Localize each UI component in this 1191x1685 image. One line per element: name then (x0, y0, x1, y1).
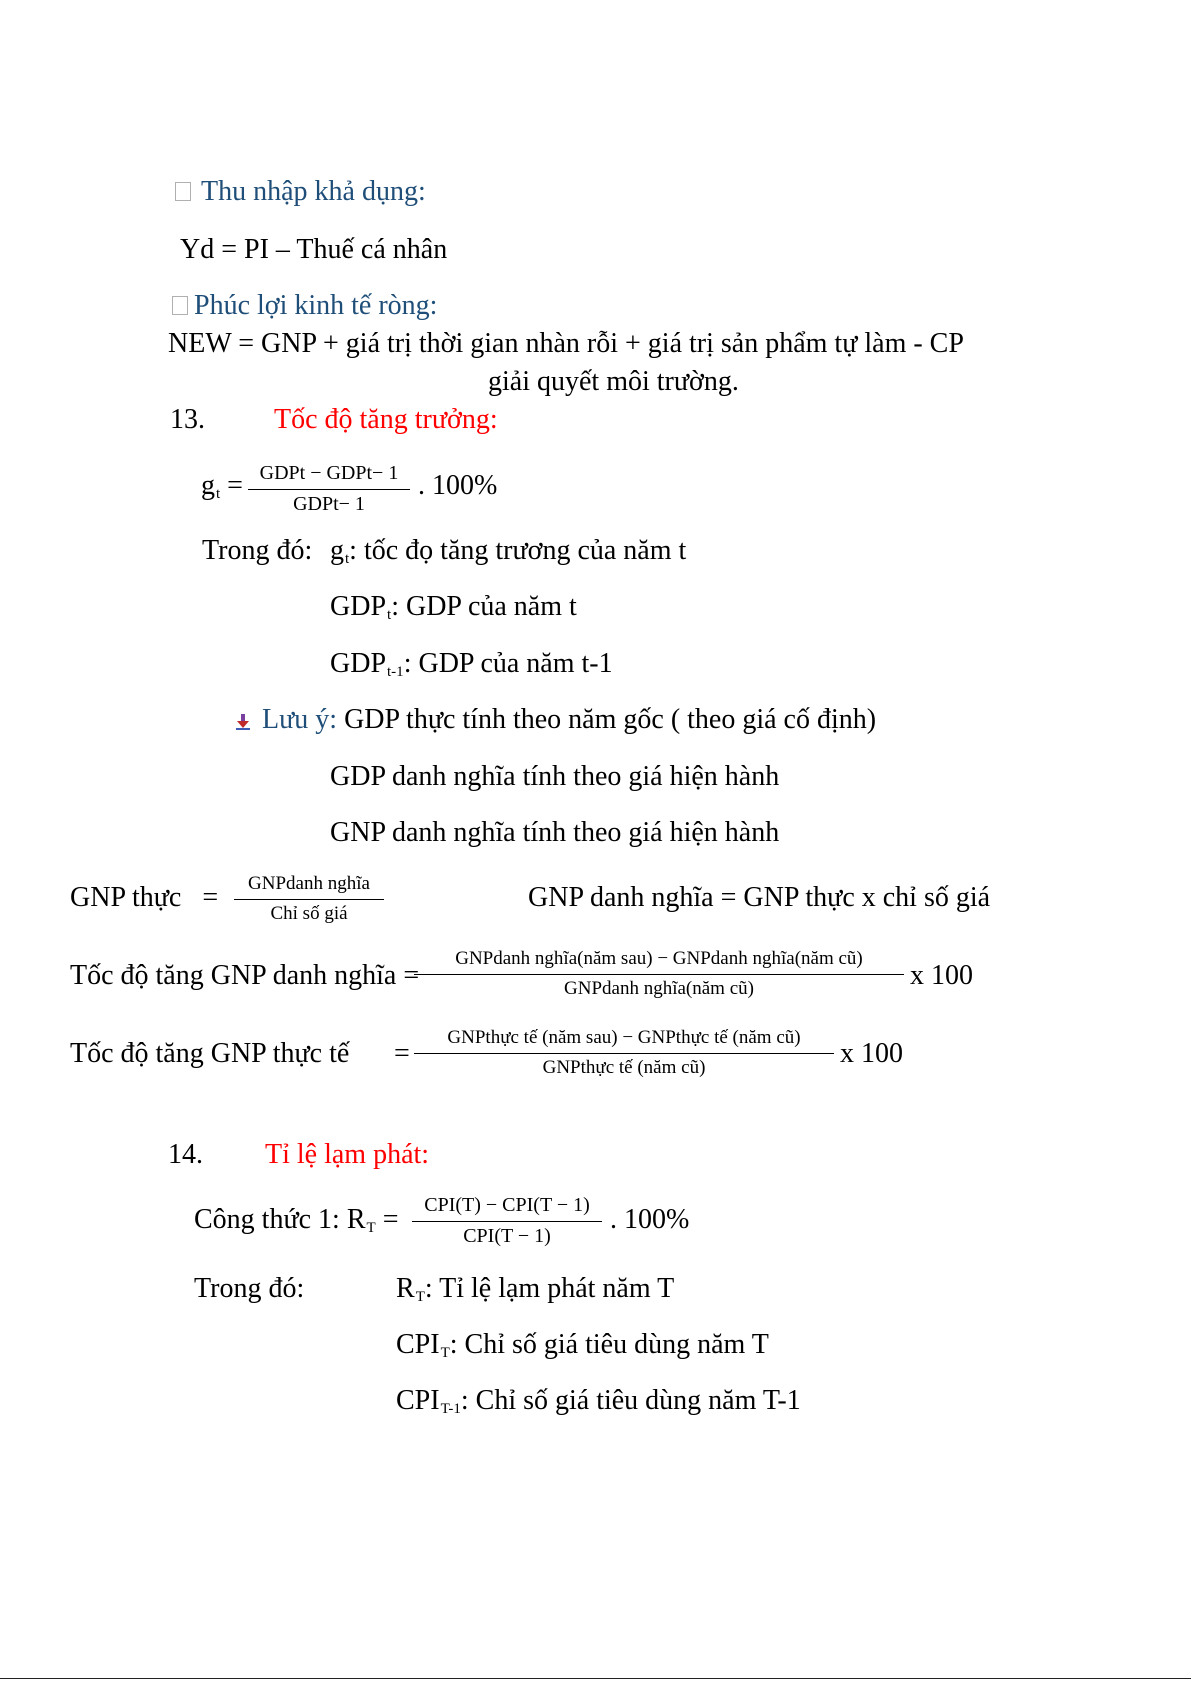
nominal-growth-tail: x 100 (910, 960, 973, 991)
inflation-formula-tail: . 100% (610, 1204, 690, 1235)
gnp-real-fraction: GNPdanh nghĩa Chỉ số giá (234, 873, 384, 925)
disposable-income-formula: Yd = PI – Thuế cá nhân (180, 234, 448, 265)
real-growth-fraction: GNPthực tế (năm sau) − GNPthực tế (năm cũ) GNPthực tế (năm cũ) (414, 1027, 834, 1079)
growth-numerator: GDPt − GDPt− 1 (259, 462, 399, 484)
where-label-14: Trong đó: (194, 1273, 305, 1304)
new-formula-line1: NEW = GNP + giá trị thời gian nhàn rỗi + giá trị sản phẩm tự làm - CP (168, 328, 964, 359)
section-14-number: 14. (168, 1139, 203, 1170)
section-13-number: 13. (170, 404, 205, 435)
where-label-13: Trong đó: (202, 535, 313, 566)
section-13-title: Tốc độ tăng trưởng: (274, 404, 498, 435)
new-formula-line2: giải quyết môi trường. (488, 366, 739, 397)
growth-formula-tail: . 100% (418, 470, 498, 501)
nominal-growth-fraction: GNPdanh nghĩa(năm sau) − GNPdanh nghĩa(năm cũ) GNPdanh nghĩa(năm cũ) (414, 948, 904, 1000)
nominal-growth-lhs: Tốc độ tăng GNP danh nghĩa = (70, 960, 420, 991)
checkbox-bullet-icon (172, 296, 188, 315)
inflation-formula-lhs: Công thức 1: $R_T$ = (194, 1204, 399, 1236)
real-growth-eq: = (394, 1038, 410, 1069)
definition-gdp-t: $GDP_t$: GDP của năm t (330, 591, 577, 623)
section-14-title: Tỉ lệ lạm phát: (265, 1139, 430, 1170)
note-line-1: Lưu ý: GDP thực tính theo năm gốc ( theo giá cố định) (234, 704, 876, 736)
growth-fraction (248, 462, 410, 516)
growth-denominator: GDPt− 1 (293, 493, 365, 515)
page-bottom-divider (0, 1678, 1191, 1679)
growth-formula-lhs: $g_t$ = (201, 470, 243, 502)
definition-cpi-t: $CPI_T$: Chỉ số giá tiêu dùng năm T (396, 1329, 769, 1361)
definition-g: $g_t$: tốc đọ tăng trương của năm t (330, 535, 687, 567)
note-label: Lưu ý: (262, 704, 338, 735)
gnp-real-lhs: GNP thực = (70, 882, 219, 913)
inflation-fraction: CPI(T) − CPI(T − 1) CPI(T − 1) (412, 1194, 602, 1248)
definition-cpi-t1: $CPI_{T-1}$: Chỉ số giá tiêu dùng năm T-1 (396, 1385, 801, 1417)
checkbox-bullet-icon (175, 182, 191, 201)
down-arrow-bullet-icon (234, 712, 252, 730)
note-line-3: GNP danh nghĩa tính theo giá hiện hành (330, 817, 780, 848)
real-growth-tail: x 100 (840, 1038, 903, 1069)
definition-r: $R_T$: Tỉ lệ lạm phát năm T (396, 1273, 675, 1305)
real-growth-lhs: Tốc độ tăng GNP thực tế (70, 1038, 350, 1069)
note-line-2: GDP danh nghĩa tính theo giá hiện hành (330, 761, 780, 792)
definition-gdp-t1: $GDP_{t-1}$: GDP của năm t-1 (330, 648, 613, 680)
gnp-nominal-equation: GNP danh nghĩa = GNP thực x chỉ số giá (528, 882, 991, 913)
new-heading: Phúc lợi kinh tế ròng: (172, 290, 437, 322)
disposable-income-heading: Thu nhập khả dụng: (175, 176, 426, 208)
